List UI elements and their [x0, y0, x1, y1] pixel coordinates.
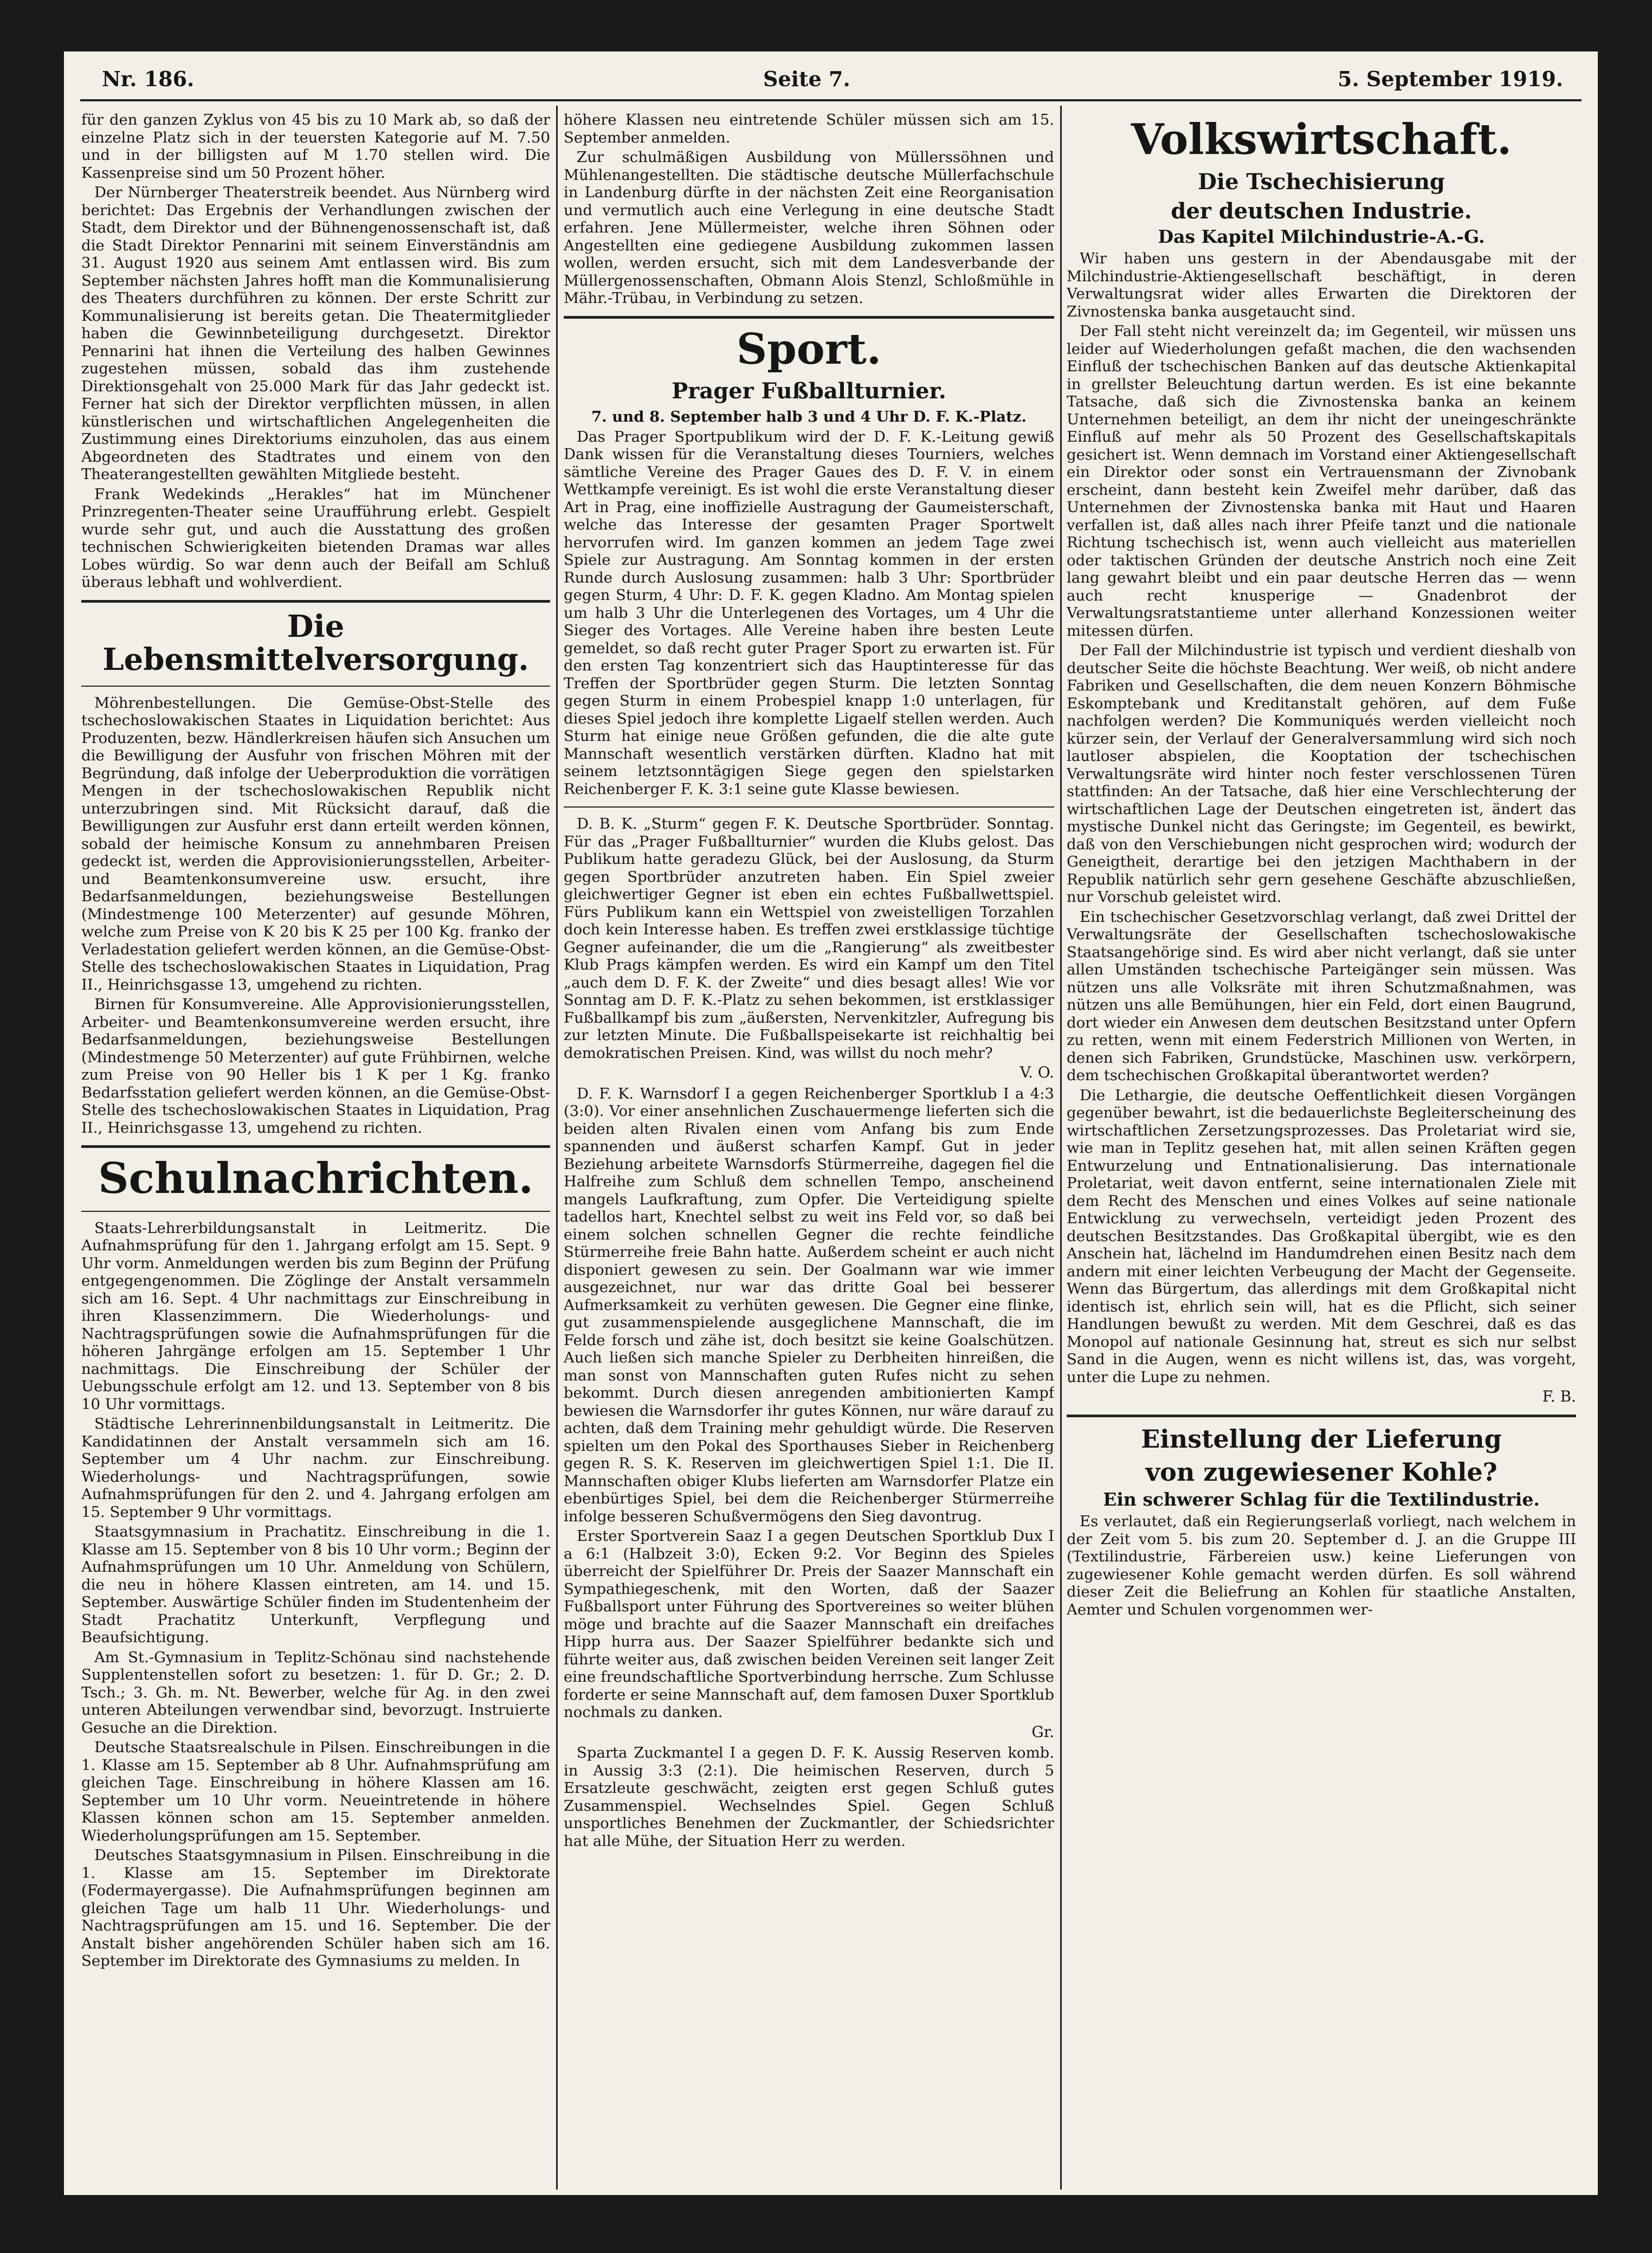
- headline-kohle-2: von zugewiesener Kohle?: [1145, 1457, 1498, 1487]
- article-theater-prices: für den ganzen Zyklus von 45 bis zu 10 Mark ab, so daß der einzelne Platz sich in der teuersten Kategorie auf M. 7.50 und in der billigsten auf M 1.70 stellen wird. Die Kassenpreise sind um 50 Prozent höher.: [81, 111, 550, 182]
- article-wedekind: Frank Wedekinds „Herakles“ hat im Münchener Prinzregenten-Theater seine Uraufführung erlebt. Gespielt wurde sehr gut, und auch die Ausstattung des großen technischen Schwierigkeiten bietenden Dramas war alles Lobes würdig. So war denn auch der Beifall am Schluß überaus lebhaft und wohlverdient.: [81, 485, 550, 591]
- signature-vo: V. O.: [1019, 1063, 1054, 1082]
- article-warnsdorf: D. F. K. Warnsdorf I a gegen Reichenberger Sportklub I a 4:3 (3:0). Vor einer ansehnlichen Zuschauermenge lieferten sich die beiden alten Rivalen einen vom Anfang bis zum Ende spannenden und äußerst scharfen Kampf. Gut in jeder Beziehung arbeitete Warnsdorfs Stürmerreihe, dagegen fiel die Halfreihe zum Schluß dem schnellen Tempo, anscheinend mangels Laufkraftung, zum Opfer. Die Verteidigung spielte tadellos hart, Knechtel selbst zu weit ins Feld vor, so daß bei einem solchen schnellen Gegner die rechte feindliche Stürmerreihe freie Bahn hatte. Außerdem scheint er auch nicht disponiert gewesen zu sein. Der Goalmann war wie immer ausgezeichnet, nur war das dritte Goal bei besserer Aufmerksamkeit zu verhüten gewesen. Die Gegner eine flinke, gut zusammenspielende ausgeglichene Mannschaft, die im Felde forsch und zähe ist, doch besitzt sie keine Goalschützen. Auch ließen sich manche Spieler zu Derbheiten hinreißen, die man sonst von Mannschaften guten Rufes nicht zu sehen bekommt. Durch diesen anregenden ambitionierten Kampf bewiesen die Warnsdorfer ihr gutes Können, nur wäre darauf zu achten, daß dem Training mehr gehuldigt würde. Die Reserven spielten um den Pokal des Sporthauses Sieber in Reichenberg gegen R. S. K. Reserven im gleichwertigen Spiel 1:1. Die II. Mannschaften obiger Klubs lieferten am Warnsdorfer Platze ein ebenbürtiges Spiel, bei dem die Reichenberger Stürmerreihe infolge besseren Schußvermögens den Sieg davontrug.: [564, 1084, 1054, 1525]
- section-title-volkswirtschaft: Volkswirtschaft.: [1131, 115, 1512, 164]
- section-title-lebensmittel: Die Lebensmittelversorgung.: [102, 608, 529, 678]
- article-paragraph-3: Der Fall der Milchindustrie ist typisch und verdient dieshalb von deutscher Seite die höchste Beachtung. Wer weiß, ob nicht andere Fabriken und Gesellschaften, die dem neuen Konzern Böhmische Eskomptebank und Kreditanstalt gehören, auf dem Fuße nachfolgen werden? Die Kommuniqués werden vielleicht noch kürzer sein, der Verlauf der Generalversammlung wird sich noch lautloser abspielen, die Kooptation der tschechischen Verwaltungsräte wird hinter noch fester verschlossenen Türen stattfinden: An der Tatsache, daß hier eine Verschlechterung der wirtschaftlichen Lage der Deutschen eingetreten ist, ändert das mystische Dunkel nicht das Geringste; im Gegenteil, es bewirkt, daß von den Verschiebungen nicht gesprochen wird; wodurch der Geneigtheit, derartige bei den jetzigen Machthabern in der Republik natürlich sehr gern gesehene Geschäfte abzuschließen, nur Vorschub geleistet wird.: [1067, 642, 1576, 906]
- article-birnen: Birnen für Konsumvereine. Alle Approvisionierungsstellen, Arbeiter- und Beamtenkonsumvereine werden ersucht, ihre Bedarfsanmeldungen, beziehungsweise Bestellungen (Mindestmenge 50 Meterzenter) auf gute Frühbirnen, welche zum Preise von 90 Heller bis 1 K per 1 Kg. franko Bedarfsstation geliefert werden können, an die Gemüse-Obst-Stelle des tschechoslowakischen Staates in Liquidation, Prag II., Heinrichsgasse 13, umgehend zu richten.: [81, 996, 550, 1137]
- subtitle-milchindustrie: Das Kapitel Milchindustrie-A.-G.: [1158, 225, 1485, 247]
- signature-gr: Gr.: [1031, 1722, 1054, 1741]
- section-title-sport: Sport.: [736, 324, 882, 374]
- article-sturm-sportbrueder: D. B. K. „Sturm“ gegen F. K. Deutsche Sportbrüder. Sonntag. Für das „Prager Fußballturnier“ wurden die Klubs gelost. Das Publikum hatte geradezu Glück, bei der Auslosung, da Sturm gegen Sportbrüder anzutreten haben. Ein Spiel zweier gleichwertiger Gegner ist eben ein echtes Fußballwettspiel. Fürs Publikum kann ein Wettspiel von zweistelligen Torzahlen doch kein Interesse haben. Es treffen zwei erstklassige tüchtige Gegner aufeinander, die um die „Rangierung“ als zweitbester Klub Prags kämpfen werden. Es wird ein Kampf um den Titel „auch dem D. F. K. der Zweite“ und dies besagt alles! Wie vor Sonntag am D. F. K.-Platz zu sehen bekommen, ist erstklassiger Fußballkampf bis zum „äußersten, Nervenkitzler, Aufregung bis zur letzten Minute. Die Fußballspeisekarte ist reichhaltig bei demokratischen Preisen. Kind, was willst du noch mehr?: [564, 815, 1054, 1062]
- subtitle-tschechisierung-2: der deutschen Industrie.: [1171, 198, 1472, 224]
- article-paragraph-5: Die Lethargie, die deutsche Oeffentlichkeit diesen Vorgängen gegenüber bewahrt, ist die bedauerlichste Begleiterscheinung des wirtschaftlichen Zersetzungsprozesses. Das Proletariat wird sie, wie man in Teplitz gesehen hat, mit allen seinen Kräften gegen Entwurzelung und Entnationalisierung. Das internationale Proletariat, weit davon entfernt, seine internationalen Ziele mit dem Recht des Menschen und eines Volkes auf seine nationale Entwicklung zu verwechseln, verteidigt jeden Prozent des deutschen Besitzstandes. Das Großkapital übergibt, wie es den Anschein hat, lächelnd im Handumdrehen einen Besitz nach dem andern mit einer leichten Verbeugung der Macht der Gegenseite. Wenn das Bürgertum, das allerdings mit dem Großkapital nicht identisch ist, ehrlich sein will, hat es die Pflicht, sich seiner Handlungen bewußt zu werden. Mit dem Geschrei, daß es das Monopol auf nationale Gesinnung hat, streut es sich nur selbst Sand in die Augen, wenn es nicht willens ist, das, was vorgeht, unter die Lupe zu nehmen.: [1067, 1086, 1576, 1386]
- page-number: Seite 7.: [763, 67, 850, 91]
- issue-number: Nr. 186.: [102, 67, 195, 91]
- article-nuernberg-theater: Der Nürnberger Theaterstreik beendet. Aus Nürnberg wird berichtet: Das Ergebnis der Verhandlungen zwischen der Stadt, dem Direktor und der Bühnengenossenschaft ist, daß die Stadt Direktor Pennarini mit seinem Einverständnis am 31. August 1920 aus seinem Amt entlassen wird. Bis zum September nächsten Jahres hofft man die Kommunalisierung des Theaters durchführen zu können. Der erste Schritt zur Kommunalisierung ist bereits getan. Die Theatermitglieder haben die Gewinnbeteiligung durchgesetzt. Direktor Pennarini hat ihnen die Verteilung des halben Gewinnes zugestehen müssen, sobald das ihm zustehende Direktionsgehalt von 25.000 Mark für das Jahr gedeckt ist. Ferner hat sich der Direktor verpflichten müssen, in allen künstlerischen und wirtschaftlichen Angelegenheiten die Zustimmung eines Direktoriums einzuholen, das aus einem Abgeordneten des Stadtrates und einem von den Theaterangestellten gewählten Mitgliede besteht.: [81, 184, 550, 483]
- article-zuckmantel: Sparta Zuckmantel I a gegen D. F. K. Aussig Reserven komb. in Aussig 3:3 (2:1). Die heimischen Reserven, durch 5 Ersatzleute geschwächt, zeigten erst gegen Schluß gutes Zusammenspiel. Wechselndes Spiel. Gegen Schluß unsportliches Benehmen der Zuckmantler, der Schiedsrichter hat alle Mühe, der Situation Herr zu werden.: [564, 1744, 1054, 1850]
- signature-fb: F. B.: [1542, 1387, 1576, 1406]
- column-2: [564, 111, 1054, 2192]
- article-moehren: Möhrenbestellungen. Die Gemüse-Obst-Stelle des tschechoslowakischen Staates in Liquidation berichtet: Aus Produzenten, bezw. Händlerkreisen häufen sich Ansuchen um die Bewilligung der Ausfuhr von frischen Möhren mit der Begründung, daß infolge der Ueberproduktion die vorrätigen Mengen in der tschechoslowakischen Republik nicht unterzubringen sind. Mit Rücksicht darauf, daß die Bewilligungen zur Ausfuhr erst dann erteilt werden können, sobald der heimische Konsum zu annehmbaren Preisen gedeckt ist, werden die Approvisionierungsstellen, Arbeiter- und Beamtenkonsumvereine usw. ersucht, ihre Bedarfsanmeldungen, beziehungsweise Bestellungen (Mindestmenge 100 Meterzenter) auf gesunde Möhren, welche zum Preise von K 20 bis K 25 per 100 Kg. franko der Verladestation geliefert werden können, an die Gemüse-Obst-Stelle des tschechoslowakischen Staates in Liquidation, Prag II., Heinrichsgasse 13, umgehend zu richten.: [81, 694, 550, 993]
- header-rule: [80, 99, 1582, 101]
- column-rule-2: [1060, 106, 1062, 2190]
- section-divider: [81, 686, 550, 687]
- column-rule-1: [556, 106, 558, 2190]
- column-1: [81, 111, 550, 2192]
- article-gymnasium-pilsen: Deutsches Staatsgymnasium in Pilsen. Einschreibung in die 1. Klasse am 15. September im Direktorate (Fodermayergasse). Die Aufnahmsprüfungen beginnen am gleichen Tage um halb 11 Uhr. Wiederholungs- und Nachtragsprüfungen am 15. und 16. September. Die der Anstalt bisher angehörenden Schüler haben sich am 16. September im Direktorate des Gymnasiums zu melden. In: [81, 1847, 550, 1970]
- article-turnier: Das Prager Sportpublikum wird der D. F. K.-Leitung gewiß Dank wissen für die Veranstaltung dieses Tourniers, welches sämtliche Vereine des Prager Gaues des D. F. V. in einem Wettkampfe vereinigt. Es ist wohl die erste Veranstaltung dieser Art in Prag, eine inoffizielle Austragung der Gaumeisterschaft, welche das Interesse der gesamten Prager Sportwelt hervorrufen wird. Im ganzen kommen an jedem Tage zwei Spiele zur Austragung. Am Sonntag kommen in der ersten Runde durch Auslosung zusammen: halb 3 Uhr: Sportbrüder gegen Sturm, 4 Uhr: D. F. K. gegen Kladno. Am Montag spielen um halb 3 Uhr die Unterlegenen des Vortages, um 4 Uhr die Sieger des Vortages. Alle Vereine haben ihre besten Leute gemeldet, so daß recht guter Prager Sport zu erwarten ist. Für den ersten Tag konzentriert sich das Hauptinteresse für das Treffen der Sportbrüder gegen Sturm. Die letzten Sonntag gegen Sturm in einem Probespiel knapp 1:0 unterlagen, für dieses Spiel jedoch ihre komplette Ligaelf stellen werden. Auch Sturm hat einige neue Größen gefunden, die die alte gute Mannschaft wesentlich verstärken dürften. Kladno hat mit seinem letztsonntägigen Siege gegen den spielstarken Reichenberger F. K. 3:1 seine gute Klasse bewiesen.: [564, 428, 1054, 798]
- column-3: [1067, 111, 1576, 2192]
- section-divider: [81, 600, 550, 603]
- article-kohle: Es verlautet, daß ein Regierungserlaß vorliegt, nach welchem in der Zeit vom 5. bis zum 20. September d. J. an die Gruppe III (Textilindustrie, Färbereien usw.) keine Lieferungen von zugewiesener Kohle gemacht werden dürfen. Es soll während dieser Zeit die Beliefrung an Kohlen für staatliche Anstalten, Aemter und Schulen vorgenommen wer-: [1067, 1513, 1576, 1618]
- article-muellerschule: Zur schulmäßigen Ausbildung von Müllerssöhnen und Mühlenangestellten. Die städtische deutsche Müllerfachschule in Landenburg dürfte in der nächsten Zeit eine Reorganisation und vermutlich auch eine Verlegung in eine deutsche Stadt erfahren. Jene Müllermeister, welche ihren Söhnen oder Angestellten eine gediegene Ausbildung zukommen lassen wollen, werden ersucht, sich mit dem Landesverbande der Müllergenossenschaften, Obmann Alois Stenzl, Schloßmühle in Mähr.-Trübau, in Verbindung zu setzen.: [564, 149, 1054, 307]
- article-realschule-pilsen: Deutsche Staatsrealschule in Pilsen. Einschreibungen in die 1. Klasse am 15. September ab 8 Uhr. Aufnahmsprüfung am gleichen Tage. Einschreibung in höhere Klassen am 16. September um 10 Uhr vorm. Neueintretende in höhere Klassen können schon am 15. September anmelden. Wiederholungsprüfungen am 15. September.: [81, 1739, 550, 1844]
- section-divider: [564, 316, 1054, 319]
- section-divider: [1067, 1415, 1576, 1417]
- section-divider: [81, 1211, 550, 1212]
- article-divider: [564, 806, 1054, 808]
- article-paragraph-1: Wir haben uns gestern in der Abendausgabe mit der Milchindustrie-Aktiengesellschaft beschäftigt, in deren Verwaltungsrat wider alles Erwarten die Direktoren der Zivnostenska banka ausgetaucht sind.: [1067, 250, 1576, 320]
- subtitle-tschechisierung-1: Die Tschechisierung: [1198, 169, 1445, 195]
- article-teplitz: Am St.-Gymnasium in Teplitz-Schönau sind nachstehende Supplentenstellen sofort zu besetzen: 1. für D. Gr.; 2. D. Tsch.; 3. Gh. m. Nt. Bewerber, welche für Ag. in den zwei unteren Abteilungen verwendbar sind, bevorzugt. Instruierte Gesuche an die Direktion.: [81, 1648, 550, 1736]
- headline-kohle-1: Einstellung der Lieferung: [1141, 1424, 1502, 1454]
- article-paragraph-2: Der Fall steht nicht vereinzelt da; im Gegenteil, wir müssen uns leider auf Wiederholungen gefaßt machen, die den wachsenden Einfluß der tschechischen Banken auf das deutsche Aktienkapital in grellster Beleuchtung dartun werden. Es ist eine bekannte Tatsache, daß sich die Zivnostenska banka an keinem Unternehmen beteiligt, an dem ihr nicht der uneingeschränkte Einfluß auf mehr als 50 Prozent des Gesellschaftskapitals gesichert ist. Wenn demnach im Vorstand einer Aktiengesellschaft ein Direktor oder sonst ein Vertrauensmann der Zivnobank erscheint, dann besteht kein Zweifel mehr darüber, daß das Unternehmen der Zivnostenska banka mit Haut und Haaren verfallen ist, daß alles nach ihrer Pfeife tanzt und die nationale Richtung tschechisch ist, wenn auch vielleicht aus materiellen oder taktischen Gründen der deutsche Anstrich noch eine Zeit lang gewahrt bleibt und ein paar deutsche Herren das — wenn auch recht knusperige — Gnadenbrot der Verwaltungsratstantieme unter allerhand Konzessionen weiter mitessen dürfen.: [1067, 322, 1576, 640]
- article-klassen: höhere Klassen neu eintretende Schüler müssen sich am 15. September anmelden.: [564, 111, 1054, 146]
- article-prachatitz: Staatsgymnasium in Prachatitz. Einschreibung in die 1. Klasse am 15. September von 8 bis 10 Uhr vorm.; Beginn der Aufnahmsprüfungen um 10 Uhr. Anmeldung von Schülern, die neu in höhere Klassen eintreten, am 14. und 15. September. Auswärtige Schüler finden im Studentenheim der Stadt Prachatitz Unterkunft, Verpflegung und Beaufsichtigung.: [81, 1523, 550, 1647]
- subtitle-fussballturnier: Prager Fußballturnier.: [672, 378, 946, 404]
- newspaper-page: [64, 51, 1598, 2195]
- article-lehrerinnen: Städtische Lehrerinnenbildungsanstalt in Leitmeritz. Die Kandidatinnen der Anstalt versammeln sich am 16. September um 4 Uhr nachm. zur Einschreibung. Wiederholungs- und Nachtragsprüfungen, sowie Aufnahmsprüfungen für den 2. und 4. Jahrgang erfolgen am 15. September 9 Uhr vormittags.: [81, 1415, 550, 1521]
- section-title-schulnachrichten: Schulnachrichten.: [98, 1154, 533, 1204]
- section-divider: [81, 1145, 550, 1148]
- turnier-date: 7. und 8. September halb 3 und 4 Uhr D. F. K.-Platz.: [591, 408, 1027, 426]
- subtitle-textilindustrie: Ein schwerer Schlag für die Textilindustrie.: [1103, 1488, 1540, 1510]
- article-paragraph-4: Ein tschechischer Gesetzvorschlag verlangt, daß zwei Drittel der Verwaltungsräte der Gesellschaften tschechoslowakische Staatsangehörige sind. Es wird aber nicht verlangt, daß sie unter allen Umständen tschechische Parteigänger sein müssen. Was nützen uns alle Volksräte mit ihren Schutzmaßnahmen, was nützen uns alle Bemühungen, hier ein Feld, dort einen Baugrund, dort wieder ein Anwesen dem deutschen Besitzstand unter Opfern zu retten, wenn mit einem Federstrich Millionen von Werten, in denen sich Fabriken, Grundstücke, Maschinen usw. verkörpern, dem tschechischen Großkapital überantwortet werden?: [1067, 908, 1576, 1084]
- article-saaz: Erster Sportverein Saaz I a gegen Deutschen Sportklub Dux I a 6:1 (Halbzeit 3:0), Ecken 9:2. Vor Beginn des Spieles überreicht der Spielführer Dr. Preis der Saazer Mannschaft ein Sympathiegeschenk, mit den Worten, daß der Saazer Fußballsport unter Führung des Sportvereines so weiter blühen möge und brachte auf die Saazer Mannschaft ein dreifaches Hipp hurra aus. Der Saazer Spielführer bedankte sich und führte weiter aus, daß zwischen beiden Vereinen seit langer Zeit eine freundschaftliche Sportverbindung herrsche. Zum Schlusse forderte er seine Mannschaft auf, dem famosen Duxer Sportklub nochmals zu danken.: [564, 1527, 1054, 1721]
- issue-date: 5. September 1919.: [1338, 67, 1564, 91]
- article-leitmeritz: Staats-Lehrerbildungsanstalt in Leitmeritz. Die Aufnahmsprüfung für den 1. Jahrgang erfolgt am 15. Sept. 9 Uhr vorm. Anmeldungen werden bis zum Beginn der Prüfung entgegengenommen. Die Zöglinge der Anstalt versammeln sich am 16. Sept. 4 Uhr nachmittags zur Einschreibung in ihren Klassenzimmern. Die Wiederholungs- und Nachtragsprüfungen sowie die Aufnahmsprüfungen für die höheren Jahrgänge erfolgen am 15. September 1 Uhr nachmittags. Die Einschreibung der Schüler der Uebungsschule erfolgt am 12. und 13. September von 8 bis 10 Uhr vormittags.: [81, 1219, 550, 1413]
